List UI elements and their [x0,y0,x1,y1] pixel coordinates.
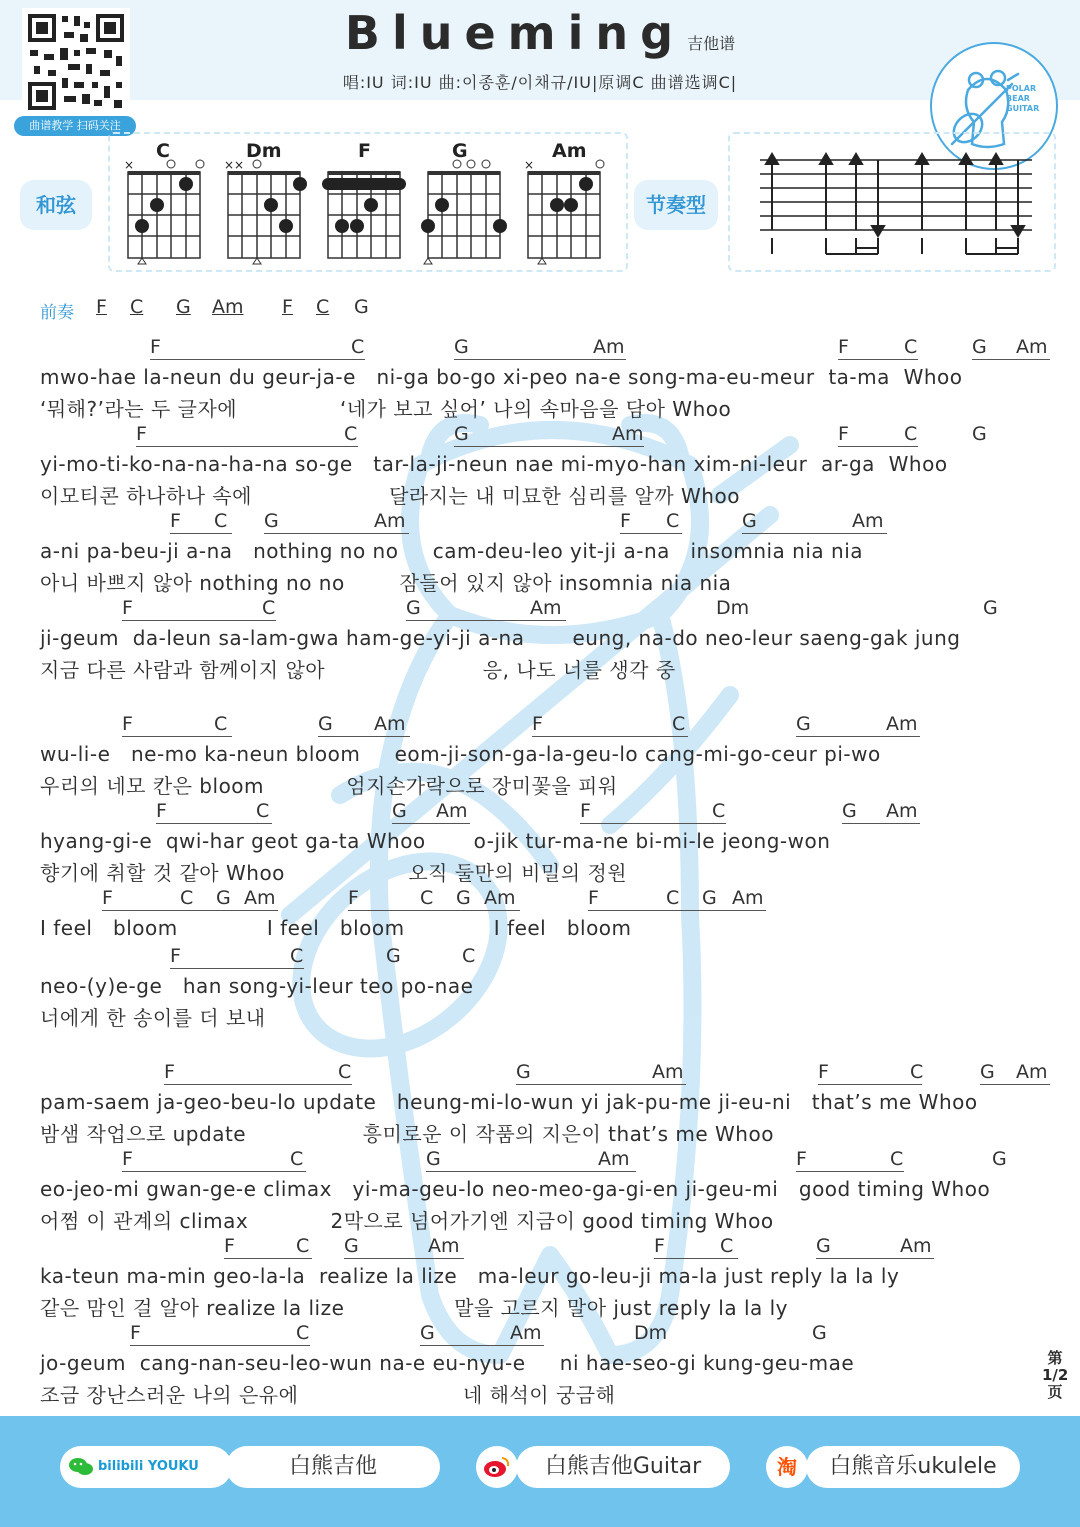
chord-bar [224,1258,312,1259]
chord-bar [654,1258,738,1259]
korean-lyric: ‘뭐해?’라는 두 글자에 ‘네가 보고 싶어’ 나의 속마음을 담아 Whoo [40,397,732,421]
chord-bar [420,1345,544,1346]
chord-label: C [666,887,680,909]
chord-bar [150,359,365,360]
chord-label: C [904,423,918,445]
romanized-lyric: neo-(y)e-ge han song-yi-leur teo po-nae [40,974,474,998]
chord-label: C [214,713,228,735]
chord-label: F [122,597,133,619]
chord-label: Am [530,597,562,619]
chord-label: Am [852,510,884,532]
chord-label: G [972,336,987,358]
romanized-lyric: ka-teun ma-min geo-la-la realize la lize ma-leur go-leu-ji ma-la just reply la la ly [40,1264,900,1288]
chord-label: G [796,713,811,735]
chord-label: G [516,1061,531,1083]
chord-label: F [122,713,133,735]
chord-bar [130,1345,310,1346]
prelude-chord: F [96,296,107,318]
chord-label: C [214,510,228,532]
prelude-label: 前奏 [40,303,74,323]
title-subtitle: 吉他谱 [687,34,736,53]
chord-label: C [290,945,304,967]
chord-label: F [164,1061,175,1083]
prelude-chord: Am [212,296,244,318]
chord-label: F [122,1148,133,1170]
song-title [0,6,1080,60]
chord-label: G [454,336,469,358]
chord-label: Am [510,1322,542,1344]
chord-label: F [170,945,181,967]
chord-label: F [150,336,161,358]
chord-label: Am [374,713,406,735]
prelude-chord: C [316,296,330,318]
channel-pill-2[interactable]: 白熊吉他Guitar [516,1446,730,1488]
chord-label: C [910,1061,924,1083]
chord-label: G [406,597,421,619]
chord-diagram-am [520,142,610,268]
chord-label: Am [428,1235,460,1257]
chord-label: F [796,1148,807,1170]
chord-bar [838,446,918,447]
chord-label: F [654,1235,665,1257]
chord-bar [164,1084,352,1085]
chord-bar [532,736,688,737]
chord-bar [742,533,887,534]
rhythm-label: 节奏型 [634,180,718,230]
korean-lyric: 너에게 한 송이를 더 보내 [40,1006,266,1030]
chord-bar [170,533,232,534]
chord-bar [454,359,626,360]
chord-bar [344,1258,464,1259]
chord-bar [426,1171,636,1172]
chord-label: Am [1016,1061,1048,1083]
chord-label: G [816,1235,831,1257]
chord-label: F [348,887,359,909]
chord-label: Am [900,1235,932,1257]
prelude-chord: G [354,296,369,318]
chord-label: G [426,1148,441,1170]
chord-label: G [454,423,469,445]
romanized-lyric: hyang-gi-e qwi-har geot ga-ta Whoo o-jik tur-ma-ne bi-mi-le jeong-won [40,829,831,853]
rhythm-pattern [752,150,1042,260]
chord-bar [122,1171,306,1172]
chord-bar [348,910,520,911]
chord-label: C [720,1235,734,1257]
chord-bar [122,620,276,621]
korean-lyric: 우리의 네모 칸은 bloom 엄지손가락으로 장미꽃을 피워 [40,774,618,798]
chord-bar [406,620,566,621]
chord-label: C [462,945,476,967]
korean-lyric: 조금 장난스러운 나의 은유에 네 해석이 궁금해 [40,1383,616,1407]
chord-bar [818,1084,922,1085]
chord-label: G [264,510,279,532]
chord-bar [318,736,410,737]
prelude-chord: C [130,296,144,318]
chord-bar [580,823,726,824]
romanized-lyric: a-ni pa-beu-ji a-na nothing no no cam-deu-leo yit-ji a-na insomnia nia nia [40,539,864,563]
chord-label: F [224,1235,235,1257]
chord-label: Am [484,887,516,909]
chord-name: C [156,140,170,162]
korean-lyric: 향기에 취할 것 같아 Whoo 오직 둘만의 비밀의 정원 [40,861,628,885]
romanized-lyric: I feel bloom I feel bloom I feel bloom [40,916,632,940]
chord-name: Dm [246,140,282,162]
chord-label: C [351,336,365,358]
chord-label: C [290,1148,304,1170]
page-indicator-number: 1/2 [1042,1366,1069,1384]
chord-bar [796,1171,904,1172]
chord-label: Am [612,423,644,445]
chord-label: Dm [634,1322,668,1344]
chord-bar [122,736,232,737]
prelude-chord: G [176,296,191,318]
svg-text:××: ×× [224,158,245,172]
romanized-lyric: mwo-hae la-neun du geur-ja-e ni-ga bo-go xi-peo na-e song-ma-eu-meur ta-ma Whoo [40,365,963,389]
chord-label: F [838,336,849,358]
chord-label: Am [436,800,468,822]
chord-label: G [972,423,987,445]
chord-bar [980,1084,1050,1085]
qr-label: 曲谱教学 扫码关注 [14,116,136,136]
chord-label: C [672,713,686,735]
chord-bar [170,968,304,969]
chord-label: Am [598,1148,630,1170]
chord-label: G [983,597,998,619]
logo-text: POLAR BEAR GUITAR [1006,84,1040,113]
chord-label: G [842,800,857,822]
chord-label: G [812,1322,827,1344]
chord-label: F [580,800,591,822]
chord-label: C [666,510,680,532]
wechat-icon [68,1456,94,1478]
chord-label: Am [732,887,764,909]
chord-label: G [386,945,401,967]
romanized-lyric: yi-mo-ti-ko-na-na-ha-na so-ge tar-la-ji-neun nae mi-myo-han xim-ni-leur ar-ga Whoo [40,452,948,476]
romanized-lyric: ji-geum da-leun sa-lam-gwa ham-ge-yi-ji a-na eung, na-do neo-leur saeng-gak jung [40,626,961,650]
channel-pill-1[interactable]: 白熊吉他 [226,1446,440,1488]
romanized-lyric: jo-geum cang-nan-seu-leo-wun na-e eu-nyu-e ni hae-seo-gi kung-geu-mae [40,1351,855,1375]
chord-label: C [256,800,270,822]
chord-label: G [980,1061,995,1083]
chord-label: G [702,887,717,909]
chord-bar [136,446,358,447]
page-indicator-bottom: 页 [1047,1383,1063,1401]
chord-label: C [904,336,918,358]
chord-label: G [216,887,231,909]
chord-label: C [890,1148,904,1170]
korean-lyric: 어쩜 이 관계의 climax 2막으로 넘어가기엔 지금이 good timing Whoo [40,1209,774,1233]
chord-diagram-c [120,142,210,268]
chord-bar [454,446,644,447]
chord-label: F [838,423,849,445]
chord-label: Am [244,887,276,909]
chord-label: Am [374,510,406,532]
romanized-lyric: eo-jeo-mi gwan-ge-e climax yi-ma-geu-lo neo-meo-ga-gi-en ji-geu-mi good timing Whoo [40,1177,991,1201]
chord-bar [516,1084,686,1085]
chord-label: G [344,1235,359,1257]
chord-label: C [262,597,276,619]
chord-bar [102,910,278,911]
chord-bar [972,359,1050,360]
chord-label: F [170,510,181,532]
credits-line: 唱:IU 词:IU 曲:이종훈/이채규/IU|原调C 曲谱选调C| [342,73,738,92]
chord-bar [796,736,920,737]
chord-label: Am [1016,336,1048,358]
page-indicator [1042,1350,1068,1401]
chord-label: F [532,713,543,735]
korean-lyric: 같은 맘인 걸 알아 realize la lize 말을 고르지 말아 just reply la la ly [40,1296,789,1320]
chord-bar [264,533,409,534]
chord-bar [588,910,766,911]
chord-label: C [296,1235,310,1257]
romanized-lyric: wu-li-e ne-mo ka-neun bloom eom-ji-son-ga-la-geu-lo cang-mi-go-ceur pi-wo [40,742,881,766]
chords-label: 和弦 [20,180,92,230]
chord-diagram-g [420,142,510,268]
chord-label: G [992,1148,1007,1170]
chord-name: F [358,140,371,162]
chord-label: Am [652,1061,684,1083]
chord-label: F [588,887,599,909]
chord-label: F [136,423,147,445]
chord-label: F [620,510,631,532]
chord-diagram-f [320,142,410,268]
chord-bar [156,823,272,824]
chord-name: G [452,140,468,162]
chord-label: C [296,1322,310,1344]
svg-text:×: × [524,158,535,172]
romanized-lyric: pam-saem ja-geo-beu-lo update heung-mi-lo-wun yi jak-pu-me ji-eu-ni that’s me Whoo [40,1090,978,1114]
chord-label: C [344,423,358,445]
chord-label: G [456,887,471,909]
platform-icons[interactable] [60,1446,232,1488]
chord-bar [392,823,470,824]
chord-label: C [180,887,194,909]
chord-label: C [712,800,726,822]
platform-names: bilibili YOUKU [98,1459,199,1474]
chord-label: Am [886,713,918,735]
chord-label: C [338,1061,352,1083]
chord-bar [620,533,682,534]
svg-text:×: × [124,158,135,172]
weibo-icon[interactable] [476,1446,518,1488]
chord-label: G [742,510,757,532]
korean-lyric: 밤샘 작업으로 update 흥미로운 이 작품의 지은이 that’s me Whoo [40,1122,774,1146]
korean-lyric: 아니 바쁘지 않아 nothing no no 잠들어 있지 않아 insomnia nia nia [40,571,732,595]
chord-label: F [818,1061,829,1083]
korean-lyric: 이모티콘 하나하나 속에 달라지는 내 미묘한 심리를 알까 Whoo [40,484,740,508]
chord-label: G [392,800,407,822]
chord-bar [838,359,918,360]
chord-label: G [318,713,333,735]
chord-label: Am [886,800,918,822]
chord-label: G [420,1322,435,1344]
chord-label: C [420,887,434,909]
chord-diagram-dm [220,142,310,268]
taobao-icon[interactable]: 淘 [766,1446,808,1488]
page-indicator-top: 第 [1047,1349,1063,1367]
channel-pill-3[interactable]: 白熊音乐ukulele [806,1446,1020,1488]
chord-name: Am [552,140,587,162]
korean-lyric: 지금 다른 사람과 함께이지 않아 응, 나도 너를 생각 중 [40,658,676,682]
chord-bar [816,1258,934,1259]
chord-label: F [130,1322,141,1344]
prelude-chord: F [282,296,293,318]
chord-label: Dm [716,597,750,619]
chord-label: F [156,800,167,822]
chord-label: Am [593,336,625,358]
chord-label: F [102,887,113,909]
title-text: Blueming [344,6,686,60]
chord-bar [842,823,920,824]
